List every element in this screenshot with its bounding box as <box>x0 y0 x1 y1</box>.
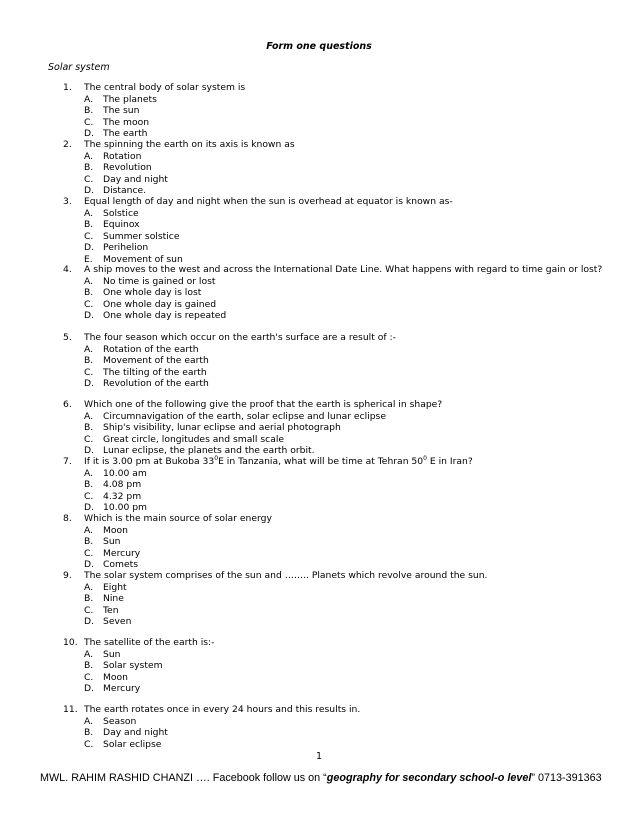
question-stem: The earth rotates once in every 24 hours and this results in. <box>84 704 361 715</box>
option-letter: A. <box>84 93 94 105</box>
option-item <box>84 287 603 299</box>
option-letter: A. <box>84 581 94 593</box>
option-text: Comets <box>103 559 139 570</box>
option-item <box>84 185 603 197</box>
option-text: Perihelion <box>103 242 149 253</box>
footer-prefix: MWL. RAHIM RASHID CHANZI …. Facebook follow us on “ <box>40 772 327 784</box>
option-text: Sun <box>103 648 121 660</box>
option-text: Summer solstice <box>103 230 180 242</box>
question-text <box>63 82 603 94</box>
option-letter: D. <box>84 310 94 321</box>
option-letter: B. <box>84 479 94 490</box>
option-item <box>84 94 603 106</box>
option-letter: D. <box>84 128 94 139</box>
option-text: One whole day is lost <box>103 287 202 298</box>
option-item <box>84 128 603 140</box>
option-item <box>84 559 603 571</box>
question-text <box>63 264 603 276</box>
option-letter: D. <box>84 185 94 196</box>
option-text: 10.00 pm <box>103 502 148 513</box>
option-text: Nine <box>103 593 124 604</box>
question-number: 5. <box>63 332 72 343</box>
option-item <box>84 593 603 605</box>
option-text: Day and night <box>103 173 168 185</box>
option-item <box>84 208 603 220</box>
option-letter: A. <box>84 410 94 422</box>
option-item <box>84 367 603 379</box>
option-list <box>84 582 603 628</box>
option-item <box>84 683 603 695</box>
question-text <box>63 399 603 411</box>
option-text: Moon <box>103 524 128 536</box>
option-item <box>84 310 603 322</box>
option-letter: D. <box>84 683 94 694</box>
option-letter: C. <box>84 604 94 616</box>
question-text <box>63 570 603 582</box>
option-letter: C. <box>84 116 94 128</box>
option-letter: C. <box>84 671 94 683</box>
question-7 <box>63 456 603 514</box>
question-stem: Which one of the following give the proof that the earth is spherical in shape? <box>84 399 443 410</box>
option-item <box>84 162 603 174</box>
option-item <box>84 378 603 390</box>
option-text: Ten <box>103 604 119 616</box>
option-list <box>84 649 603 695</box>
option-letter: B. <box>84 287 94 298</box>
option-list <box>84 208 603 266</box>
option-text: Ship's visibility, lunar eclipse and aerial photograph <box>103 422 341 433</box>
option-text: Equinox <box>103 219 140 230</box>
question-number: 6. <box>63 399 72 410</box>
option-text: Mercury <box>103 683 141 694</box>
question-number: 9. <box>63 570 72 581</box>
question-number: 2. <box>63 139 72 150</box>
option-list <box>84 151 603 197</box>
footer-highlight: geography for secondary school-o level <box>326 772 532 784</box>
option-letter: C. <box>84 547 94 559</box>
question-number: 7. <box>63 456 72 467</box>
option-letter: A. <box>84 207 94 219</box>
question-10 <box>63 637 603 695</box>
question-stem: The central body of solar system is <box>84 82 246 93</box>
question-number: 8. <box>63 513 72 524</box>
question-stem: The solar system comprises of the sun and …….. Planets which revolve around the sun. <box>84 570 488 581</box>
question-6 <box>63 399 603 457</box>
option-text: The moon <box>103 116 150 128</box>
option-item <box>84 105 603 117</box>
question-11 <box>63 704 603 750</box>
option-text: One whole day is repeated <box>103 310 227 321</box>
option-letter: D. <box>84 242 94 253</box>
option-item <box>84 739 603 751</box>
option-item <box>84 491 603 503</box>
option-text: Mercury <box>103 547 141 559</box>
option-text: One whole day is gained <box>103 298 217 310</box>
option-text: The planets <box>103 93 157 105</box>
option-letter: B. <box>84 727 94 738</box>
option-letter: C. <box>84 738 94 750</box>
option-text: Movement of sun <box>103 253 183 265</box>
question-stem: A ship moves to the west and across the International Date Line. What happens with regard to time gain or lost? <box>84 264 603 275</box>
option-text: Solar system <box>103 660 163 671</box>
question-number: 10. <box>63 637 78 648</box>
option-item <box>84 660 603 672</box>
option-letter: A. <box>84 275 94 287</box>
option-letter: B. <box>84 162 94 173</box>
option-letter: D. <box>84 445 94 456</box>
option-text: Sun <box>103 536 121 547</box>
question-stem: Which is the main source of solar energy <box>84 513 272 524</box>
option-list <box>84 716 603 751</box>
question-8 <box>63 513 603 571</box>
question-text <box>63 456 603 468</box>
option-letter: B. <box>84 593 94 604</box>
option-list <box>84 344 603 390</box>
option-item <box>84 605 603 617</box>
option-text: Moon <box>103 671 128 683</box>
option-item <box>84 276 603 288</box>
question-number: 3. <box>63 196 72 207</box>
question-stem: The spinning the earth on its axis is known as <box>84 139 295 150</box>
option-list <box>84 276 603 322</box>
option-letter: B. <box>84 422 94 433</box>
option-text: The earth <box>103 128 148 139</box>
option-item <box>84 468 603 480</box>
option-item <box>84 582 603 594</box>
option-item <box>84 344 603 356</box>
page-number: 1 <box>315 751 323 762</box>
option-text: 10.00 am <box>103 467 147 479</box>
question-number: 4. <box>63 264 72 275</box>
option-item <box>84 716 603 728</box>
question-number: 11. <box>63 704 78 715</box>
option-letter: B. <box>84 660 94 671</box>
option-text: Solar eclipse <box>103 738 162 750</box>
option-text: Revolution of the earth <box>103 378 209 389</box>
question-stem-part: If it is 3.00 pm at Bukoba 33 <box>84 456 215 467</box>
option-item <box>84 445 603 457</box>
option-item <box>84 536 603 548</box>
option-item <box>84 355 603 367</box>
degree-superscript: 0 <box>423 454 427 462</box>
option-letter: E. <box>84 253 93 265</box>
option-text: Solstice <box>103 207 139 219</box>
option-letter: B. <box>84 105 94 116</box>
option-letter: B. <box>84 536 94 547</box>
option-item <box>84 151 603 163</box>
question-1 <box>63 82 603 140</box>
option-text: Lunar eclipse, the planets and the earth orbit. <box>103 445 315 456</box>
option-text: 4.32 pm <box>103 490 142 502</box>
option-text: Distance. <box>103 185 147 196</box>
option-item <box>84 117 603 129</box>
section-title: Solar system <box>48 62 110 73</box>
option-item <box>84 727 603 739</box>
option-letter: C. <box>84 366 94 378</box>
question-number: 1. <box>63 82 72 93</box>
option-list <box>84 525 603 571</box>
option-text: Rotation <box>103 150 142 162</box>
option-letter: A. <box>84 715 94 727</box>
option-text: Movement of the earth <box>103 355 209 366</box>
question-stem-part: E in Iran? <box>426 456 473 467</box>
question-stem-part: E in Tanzania, what will be time at Tehran 50 <box>218 456 424 467</box>
option-text: No time is gained or lost <box>103 275 216 287</box>
question-text <box>63 196 603 208</box>
footer-suffix: ” 0713-391363 <box>531 772 602 784</box>
question-text <box>63 637 603 649</box>
page-title: Form one questions <box>266 41 372 52</box>
question-text <box>63 704 603 716</box>
option-item <box>84 422 603 434</box>
option-letter: A. <box>84 150 94 162</box>
option-item <box>84 502 603 514</box>
option-item <box>84 479 603 491</box>
question-3 <box>63 196 603 265</box>
question-5 <box>63 332 603 390</box>
option-letter: D. <box>84 502 94 513</box>
footer <box>40 772 630 784</box>
question-text <box>63 332 603 344</box>
option-letter: C. <box>84 433 94 445</box>
option-item <box>84 411 603 423</box>
option-item <box>84 434 603 446</box>
question-2 <box>63 139 603 197</box>
option-text: Season <box>103 715 137 727</box>
option-letter: A. <box>84 524 94 536</box>
option-text: Revolution <box>103 162 152 173</box>
option-text: 4.08 pm <box>103 479 142 490</box>
option-letter: C. <box>84 173 94 185</box>
question-stem: The satellite of the earth is:- <box>84 637 215 648</box>
option-item <box>84 649 603 661</box>
option-text: The sun <box>103 105 140 116</box>
question-4 <box>63 264 603 322</box>
option-item <box>84 242 603 254</box>
option-list <box>84 94 603 140</box>
option-letter: A. <box>84 648 94 660</box>
question-text <box>63 513 603 525</box>
option-item <box>84 174 603 186</box>
option-list <box>84 468 603 514</box>
option-letter: D. <box>84 616 94 627</box>
question-text <box>63 139 603 151</box>
question-9 <box>63 570 603 628</box>
option-item <box>84 219 603 231</box>
option-letter: C. <box>84 298 94 310</box>
option-letter: C. <box>84 230 94 242</box>
option-item <box>84 548 603 560</box>
option-letter: D. <box>84 559 94 570</box>
question-stem: Equal length of day and night when the sun is overhead at equator is known as- <box>84 196 453 207</box>
option-letter: D. <box>84 378 94 389</box>
option-letter: C. <box>84 490 94 502</box>
option-item <box>84 525 603 537</box>
option-letter: B. <box>84 355 94 366</box>
option-text: The tilting of the earth <box>103 366 207 378</box>
option-item <box>84 616 603 628</box>
option-item <box>84 299 603 311</box>
question-stem: The four season which occur on the earth's surface are a result of :- <box>84 332 396 343</box>
option-text: Circumnavigation of the earth, solar eclipse and lunar eclipse <box>103 410 386 422</box>
option-text: Day and night <box>103 727 168 738</box>
option-item <box>84 672 603 684</box>
degree-superscript: 0 <box>214 454 219 462</box>
option-text: Seven <box>103 616 132 627</box>
option-letter: A. <box>84 343 94 355</box>
option-item <box>84 231 603 243</box>
option-letter: B. <box>84 219 94 230</box>
option-text: Eight <box>103 581 127 593</box>
option-text: Rotation of the earth <box>103 343 199 355</box>
option-list <box>84 411 603 457</box>
option-text: Great circle, longitudes and small scale <box>103 433 285 445</box>
option-letter: A. <box>84 467 94 479</box>
